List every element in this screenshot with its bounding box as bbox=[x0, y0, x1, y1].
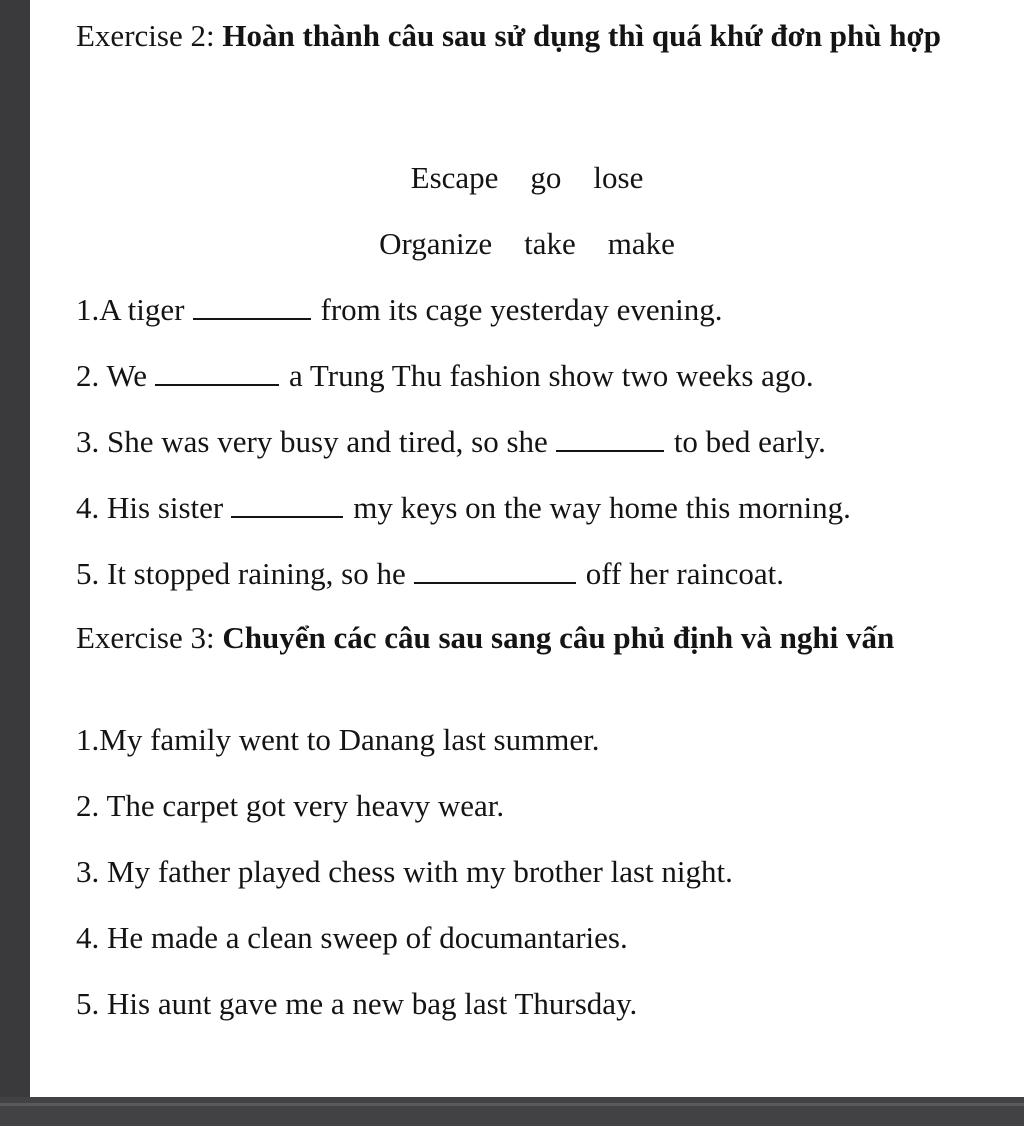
left-edge-bar bbox=[0, 0, 30, 1100]
word-lose: lose bbox=[593, 160, 644, 195]
exercise-2-item-5 bbox=[76, 554, 784, 594]
item-text-after: my keys on the way home this morning. bbox=[353, 490, 851, 525]
exercise-2-item-1 bbox=[76, 290, 723, 330]
word-box-row-2 bbox=[30, 224, 1024, 264]
document-page bbox=[30, 0, 1024, 1097]
item-text-after: off her raincoat. bbox=[585, 556, 785, 591]
exercise-3-label: Exercise 3: bbox=[76, 620, 215, 655]
item-text-after: to bed early. bbox=[673, 424, 826, 459]
exercise-3-item-5: 5. His aunt gave me a new bag last Thursday. bbox=[76, 986, 638, 1021]
exercise-2-title: Hoàn thành câu sau sử dụng thì quá khứ đơn phù hợp bbox=[222, 18, 941, 53]
item-text-before: 4. His sister bbox=[76, 490, 224, 525]
item-text-before: 2. We bbox=[76, 358, 147, 393]
item-text-after: a Trung Thu fashion show two weeks ago. bbox=[288, 358, 814, 393]
word-take: take bbox=[524, 226, 576, 261]
word-escape: Escape bbox=[410, 160, 499, 195]
exercise-2-label: Exercise 2: bbox=[76, 18, 215, 53]
answer-blank bbox=[193, 296, 311, 320]
toolbar-divider bbox=[0, 1103, 1024, 1106]
exercise-2-item-2 bbox=[76, 356, 814, 396]
exercise-3-item-4: 4. He made a clean sweep of documantaries. bbox=[76, 920, 628, 955]
item-text-after: from its cage yesterday evening. bbox=[320, 292, 723, 327]
item-text-before: 3. She was very busy and tired, so she bbox=[76, 424, 548, 459]
exercise-3-item-3: 3. My father played chess with my brother last night. bbox=[76, 854, 733, 889]
exercise-2-item-4 bbox=[76, 488, 851, 528]
item-text-before: 5. It stopped raining, so he bbox=[76, 556, 406, 591]
bottom-toolbar-edge bbox=[0, 1097, 1024, 1126]
exercise-3-item-1: 1.My family went to Danang last summer. bbox=[76, 722, 600, 757]
word-go: go bbox=[530, 160, 562, 195]
word-organize: Organize bbox=[379, 226, 493, 261]
exercise-3-heading bbox=[76, 618, 894, 658]
answer-blank bbox=[155, 362, 279, 386]
exercise-3-item-2: 2. The carpet got very heavy wear. bbox=[76, 788, 505, 823]
word-make: make bbox=[607, 226, 675, 261]
word-box-row-1 bbox=[30, 158, 1024, 198]
answer-blank bbox=[556, 428, 664, 452]
answer-blank bbox=[231, 494, 343, 518]
exercise-3-title: Chuyển các câu sau sang câu phủ định và nghi vấn bbox=[222, 620, 895, 655]
exercise-2-heading bbox=[76, 16, 996, 56]
answer-blank bbox=[414, 560, 576, 584]
item-text-before: 1.A tiger bbox=[76, 292, 185, 327]
exercise-2-item-3 bbox=[76, 422, 826, 462]
